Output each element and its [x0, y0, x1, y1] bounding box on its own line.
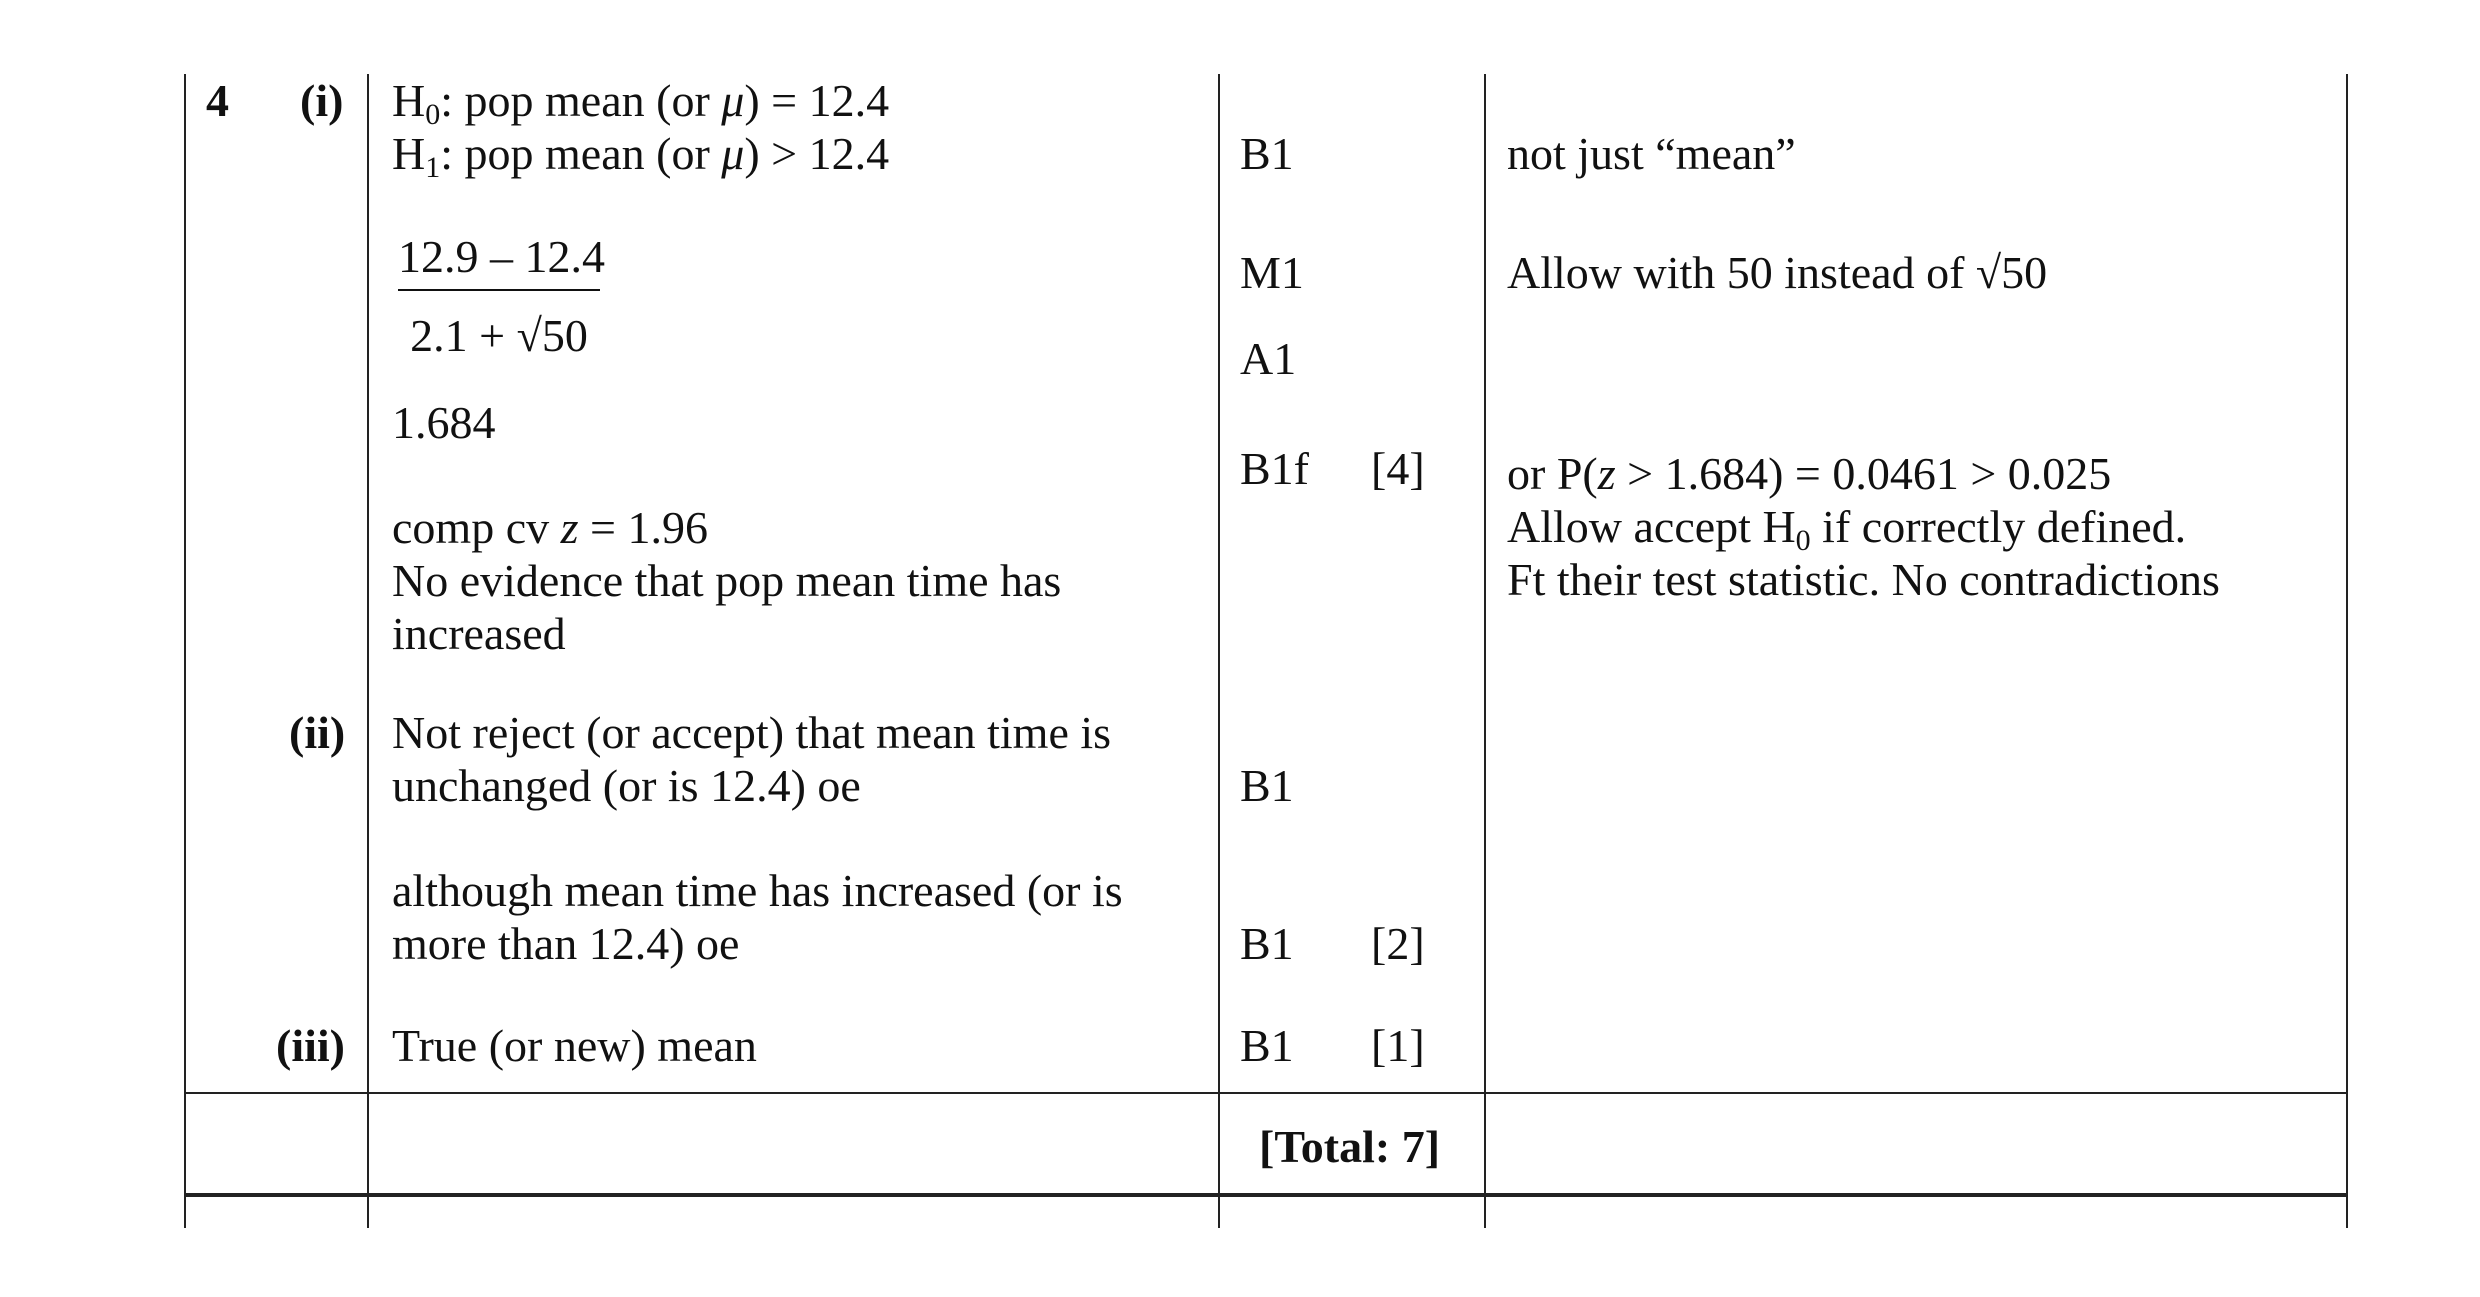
part-ii-line-3: although mean time has increased (or is — [392, 865, 1123, 916]
fraction-numerator: 12.9 – 12.4 — [398, 231, 605, 282]
total-marks: [Total: 7] — [1259, 1121, 1441, 1172]
fraction-denominator: 2.1 + √50 — [410, 310, 588, 361]
mark-accuracy: A1 — [1240, 333, 1297, 384]
alternative-hypothesis: $H_1$: pop mean (or μ) > 12.4 — [392, 128, 890, 184]
null-hypothesis: $H_0$: pop mean (or μ) = 12.4 — [392, 75, 890, 131]
guidance-follow-through: Ft their test statistic. No contradictions — [1507, 554, 2220, 605]
mark-part-ii-a: B1 — [1240, 760, 1294, 811]
fraction-bar — [398, 289, 600, 291]
critical-value-comparison: comp cv z = 1.96 — [392, 502, 708, 553]
column-divider-part — [367, 74, 369, 1228]
mark-subtotal-i: [4] — [1371, 443, 1425, 494]
mark-part-iii: B1 — [1240, 1020, 1294, 1071]
guidance-accept-h0: Allow accept $H_0$ if correctly defined. — [1507, 501, 2187, 557]
mark-method: M1 — [1240, 247, 1304, 298]
part-ii-line-4: more than 12.4) oe — [392, 918, 740, 969]
test-statistic: 1.684 — [392, 397, 496, 448]
mark-subtotal-iii: [1] — [1371, 1020, 1425, 1071]
part-ii-line-2: unchanged (or is 12.4) oe — [392, 760, 861, 811]
part-ii-line-1: Not reject (or accept) that mean time is — [392, 707, 1112, 758]
table-border-right — [2346, 74, 2348, 1228]
column-divider-answer — [1218, 74, 1220, 1228]
table-bottom-rule — [184, 1193, 2348, 1197]
column-divider-marks — [1484, 74, 1486, 1228]
conclusion-line-1: No evidence that pop mean time has — [392, 555, 1062, 606]
part-label-iii: (iii) — [276, 1020, 345, 1071]
guidance-p-value: or P(z > 1.684) = 0.0461 > 0.025 — [1507, 448, 2112, 499]
guidance-not-just-mean: not just “mean” — [1507, 128, 1796, 179]
conclusion-line-2: increased — [392, 608, 566, 659]
mark-part-ii-b: B1 — [1240, 918, 1294, 969]
question-number: 4 — [206, 75, 229, 126]
mark-follow-through: B1f — [1240, 443, 1309, 494]
part-iii-answer: True (or new) mean — [392, 1020, 757, 1071]
table-border-left — [184, 74, 186, 1228]
mark-hypotheses: B1 — [1240, 128, 1294, 179]
part-label-i: (i) — [300, 75, 344, 126]
part-label-ii: (ii) — [289, 707, 346, 758]
row-separator — [184, 1092, 2348, 1094]
mark-subtotal-ii: [2] — [1371, 918, 1425, 969]
guidance-allow-50: Allow with 50 instead of √50 — [1507, 247, 2048, 298]
